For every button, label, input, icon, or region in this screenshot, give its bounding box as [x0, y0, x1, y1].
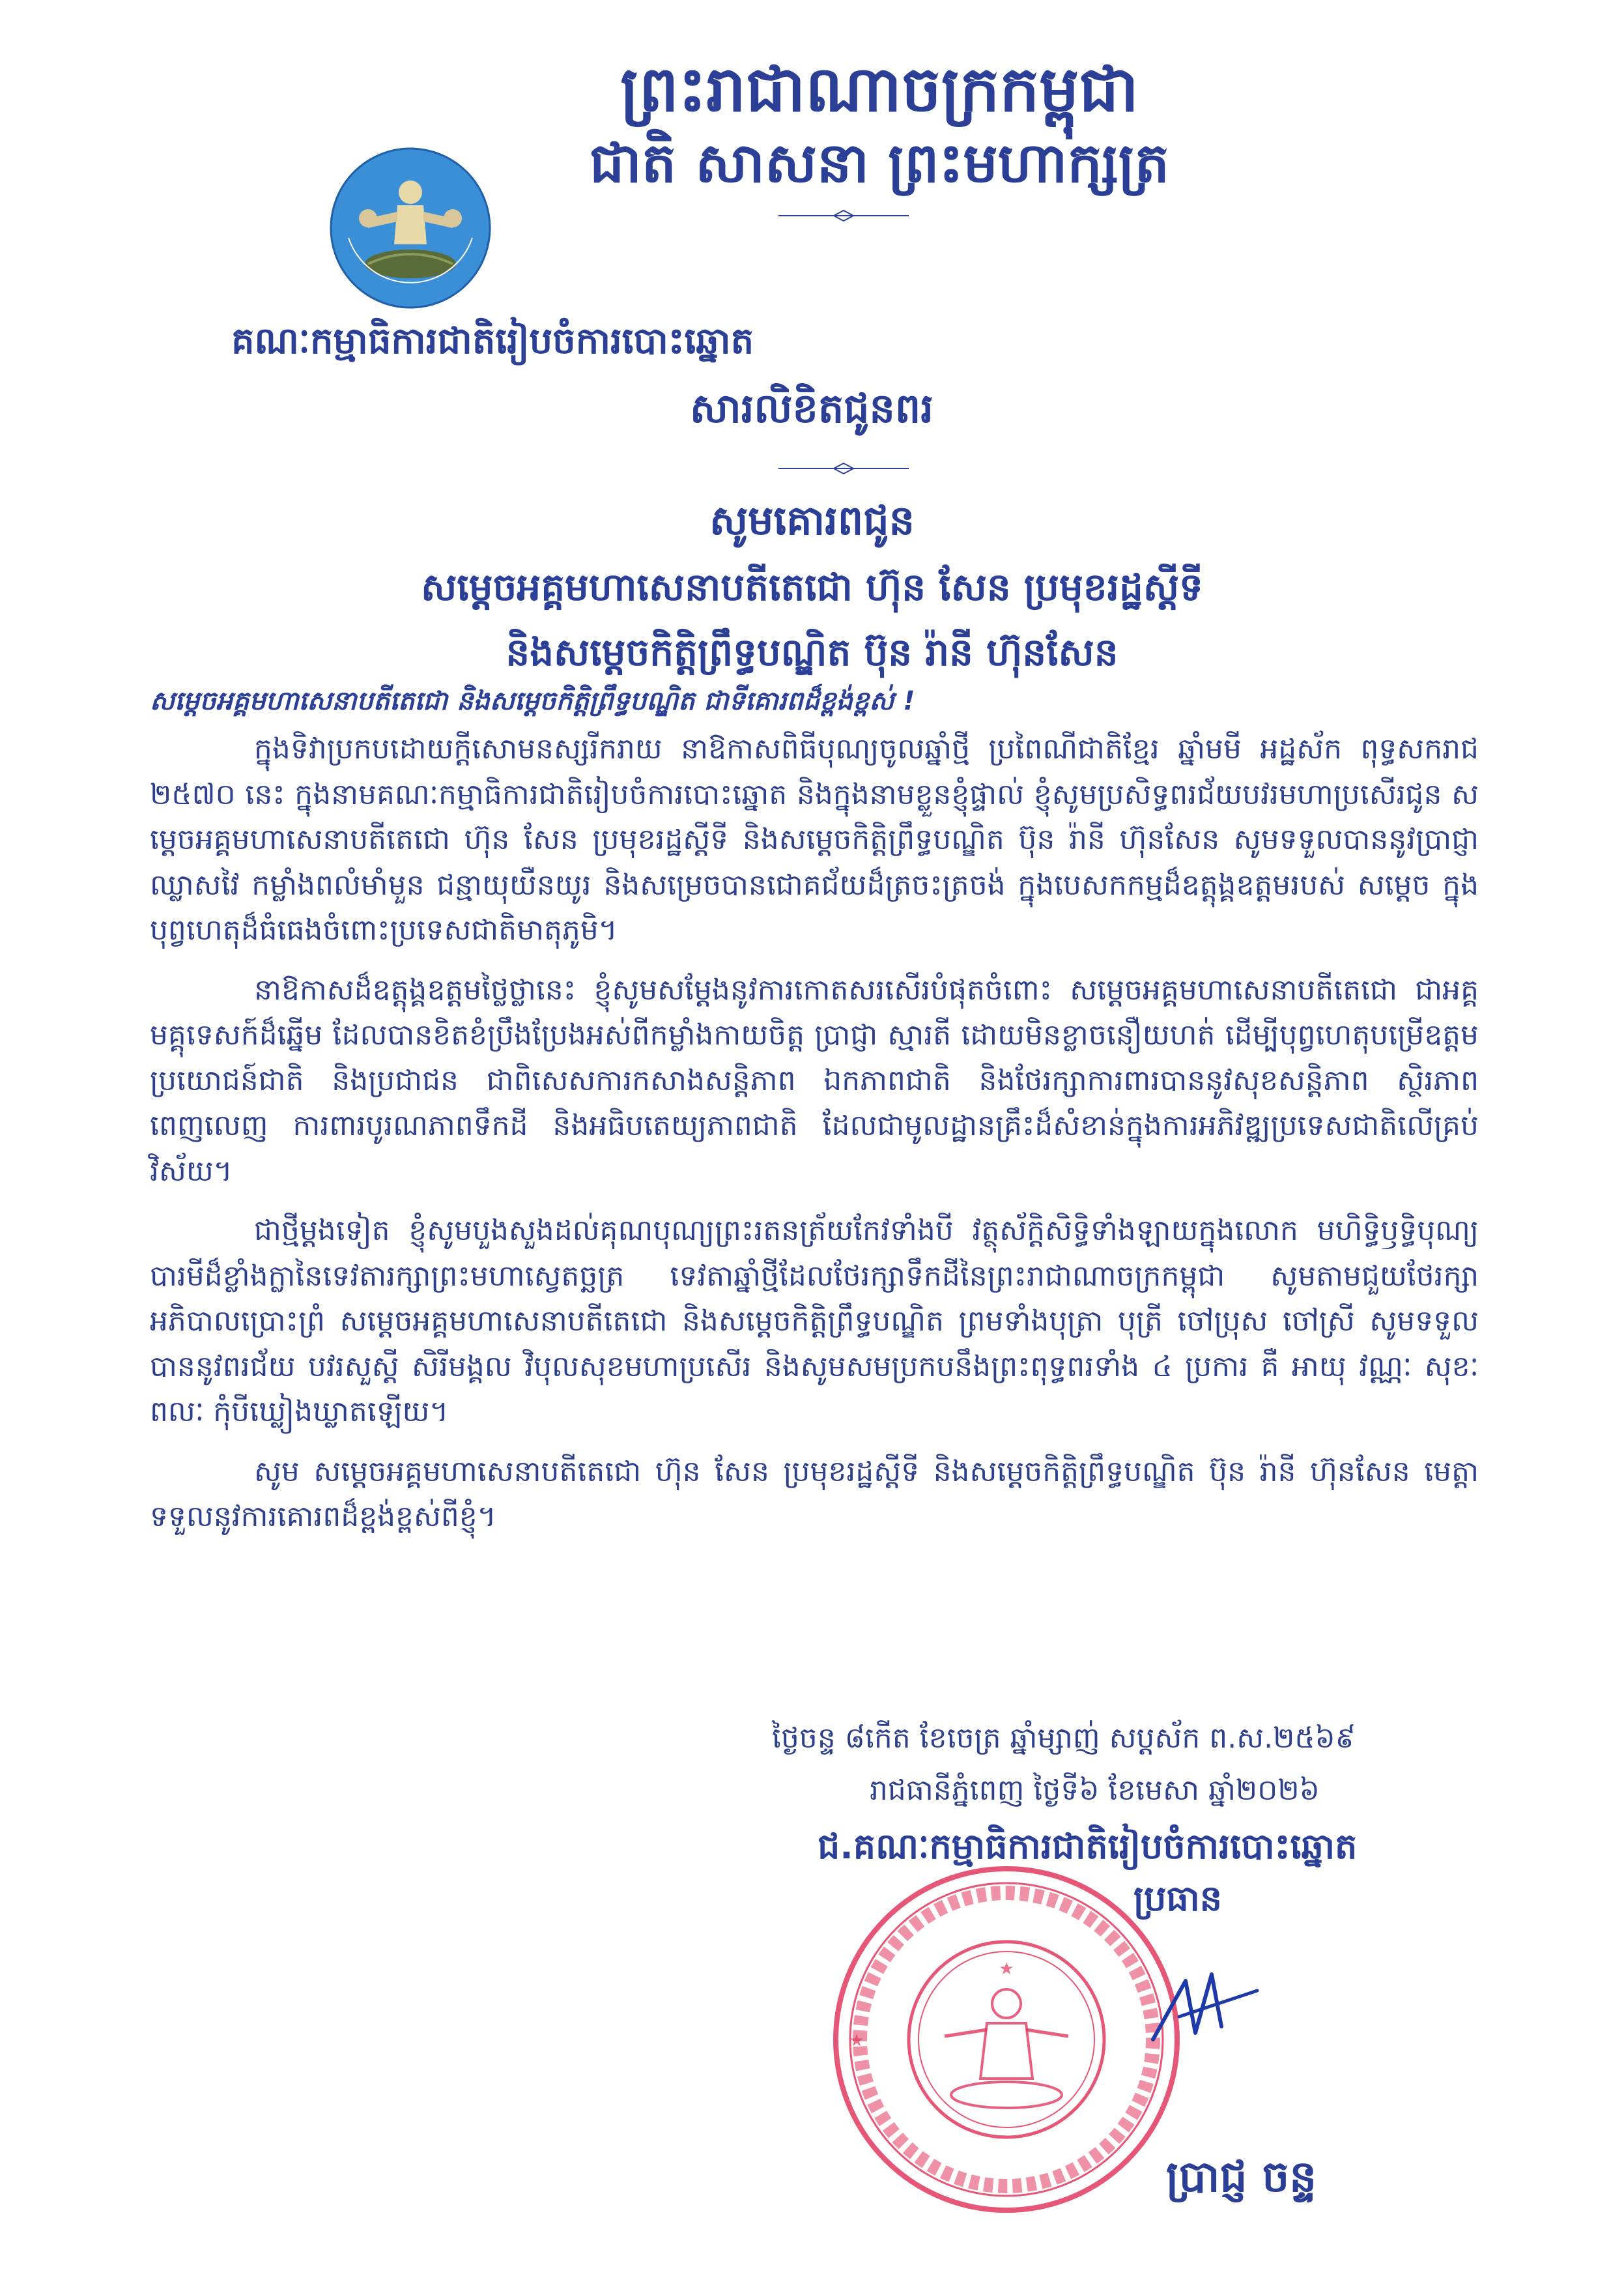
national-motto: ជាតិ សាសនា ព្រះមហាក្សត្រ — [589, 131, 1170, 195]
title-ornament-divider — [778, 461, 909, 476]
addressee-salutation: សូមគោរពជូន — [709, 497, 915, 544]
solar-date: រាជធានីភ្នំពេញ ថ្ងៃទី៦ ខែមេសា ឆ្នាំ២០២៦ — [870, 1774, 1320, 1807]
body-paragraph-1: ក្នុងទិវាប្រកបដោយក្តីសោមនស្សរីករាយ នាឱកាសពិធីបុណ្យចូលឆ្នាំថ្មី ប្រពៃណីជាតិខ្មែរ ឆ្នាំមមី អដ្ឋស័ក ពុទ្ធសករាជ ២៥៧០ នេះ ក្នុងនាមគណៈកម្មាធិការជាតិរៀបចំការបោះឆ្នោត និងក្នុងនាមខ្លួនខ្ញុំផ្ទាល់ ខ្ញុំសូមប្រសិទ្ធពរជ័យបវរមហាប្រសើរជូន សម្តេចអគ្គមហាសេនាបតីតេជោ ហ៊ុន សែន ប្រមុខរដ្ឋស្តីទី និងសម្តេចកិត្តិព្រឹទ្ធបណ្ឌិត ប៊ុន រ៉ានី ហ៊ុនសែន សូមទទួលបាននូវប្រាជ្ញាឈ្លាសវៃ កម្លាំងពលំមាំមួន ជន្មាយុយឺនយូរ និងសម្រេចបានជោគជ័យដ៏ត្រចះត្រចង់ ក្នុងបេសកកម្មដ៏ឧត្តុង្គឧត្តមរបស់ សម្តេច ក្នុងបុព្វហេតុដ៏ធំធេងចំពោះប្រទេសជាតិមាតុភូមិ។ — [150, 732, 1479, 947]
header-ornament-divider — [778, 209, 909, 223]
addressee-line-2: និងសម្តេចកិត្តិព្រឹទ្ធបណ្ឌិត ប៊ុន រ៉ានី ហ៊ុនសែន — [506, 630, 1118, 674]
body-paragraph-4: សូម សម្តេចអគ្គមហាសេនាបតីតេជោ ហ៊ុន សែន ប្រមុខរដ្ឋស្តីទី និងសម្តេចកិត្តិព្រឹទ្ធបណ្ឌិត ប៊ុន រ៉ានី ហ៊ុនសែន មេត្តាទទួលនូវការគោរពដ៏ខ្ពង់ខ្ពស់ពីខ្ញុំ។ — [150, 1454, 1479, 1534]
body-paragraph-3: ជាថ្មីម្តងទៀត ខ្ញុំសូមបួងសួងដល់គុណបុណ្យព្រះរតនត្រ័យកែវទាំងបី វត្ថុស័ក្តិសិទ្ធិទាំងឡាយក្នុងលោក មហិទ្ធិឫទ្ធិបុណ្យបារមីដ៏ខ្លាំងក្លានៃទេវតារក្សាព្រះមហាស្វេតច្ឆត្រ ទេវតាឆ្នាំថ្មីដែលថែរក្សាទឹកដីនៃព្រះរាជាណាចក្រកម្ពុជា សូមតាមជួយថែរក្សាអភិបាលប្រោះព្រំ សម្តេចអគ្គមហាសេនាបតីតេជោ និងសម្តេចកិត្តិព្រឹទ្ធបណ្ឌិត ព្រមទាំងបុត្រា បុត្រី ចៅប្រុស ចៅស្រី សូមទទួលបាននូវពរជ័យ បវរសួស្តី សិរីមង្គល វិបុលសុខមហាប្រសើរ និងសូមសមប្រកបនឹងព្រះពុទ្ធពរទាំង ៤ ប្រការ គឺ អាយុ វណ្ណៈ សុខៈ ពលៈ កុំបីឃ្លៀងឃ្លាតឡើយ។ — [150, 1214, 1479, 1429]
official-seal-icon — [831, 1864, 1182, 2215]
nec-emblem-icon — [329, 147, 492, 310]
document-title: សារលិខិតជូនពរ — [690, 384, 933, 432]
body-paragraph-2: នាឱកាសដ៏ឧត្តុង្គឧត្តមថ្លៃថ្លានេះ ខ្ញុំសូមសម្តែងនូវការកោតសរសើរបំផុតចំពោះ សម្តេចអគ្គមហាសេនាបតីតេជោ ជាអគ្គមគ្គុទេសក៍ដ៏ឆ្នើម ដែលបានខិតខំប្រឹងប្រែងអស់ពីកម្លាំងកាយចិត្ត ប្រាជ្ញា ស្មារតី ដោយមិនខ្លាចនឿយហត់ ដើម្បីបុព្វហេតុបម្រើឧត្តមប្រយោជន៍ជាតិ និងប្រជាជន ជាពិសេសការកសាងសន្តិភាព ឯកភាពជាតិ និងថែរក្សាការពារបាននូវសុខសន្តិភាព ស្ថិរភាពពេញលេញ ការពារបូរណភាពទឹកដី និងអធិបតេយ្យភាពជាតិ ដែលជាមូលដ្ឋានគ្រឹះដ៏សំខាន់ក្នុងការអភិវឌ្ឍប្រទេសជាតិលើគ្រប់វិស័យ។ — [150, 973, 1479, 1188]
signatory-role: ប្រធាន — [1133, 1878, 1223, 1919]
letter-body — [150, 727, 1479, 1554]
lunar-date: ថ្ងៃចន្ទ ៨កើត ខែចេត្រ ឆ្នាំម្សាញ់ សប្តស័ក ព.ស.២៥៦៩ — [772, 1722, 1356, 1755]
organization-name: គណៈកម្មាធិការជាតិរៀបចំការបោះឆ្នោត — [231, 320, 754, 362]
handwritten-signature-icon — [1140, 1955, 1270, 2059]
svg-text:★: ★ — [999, 1959, 1014, 1979]
kingdom-heading: ព្រះរាជាណាចក្រកម្ពុជា — [620, 53, 1139, 126]
signatory-name: ប្រាជ្ញ ចន្ទ — [1166, 2152, 1317, 2202]
svg-text:★: ★ — [849, 2031, 864, 2051]
signatory-organization: ជ.គណៈកម្មាធិការជាតិរៀបចំការបោះឆ្នោត — [818, 1826, 1358, 1867]
greeting-line: សម្តេចអគ្គមហាសេនាបតីតេជោ និងសម្តេចកិត្តិព្រឹទ្ធបណ្ឌិត ជាទីគោរពដ៏ខ្ពង់ខ្ពស់ ! — [150, 686, 915, 716]
addressee-line-1: សម្តេចអគ្គមហាសេនាបតីតេជោ ហ៊ុន សែន ប្រមុខរដ្ឋស្តីទី — [421, 565, 1203, 609]
